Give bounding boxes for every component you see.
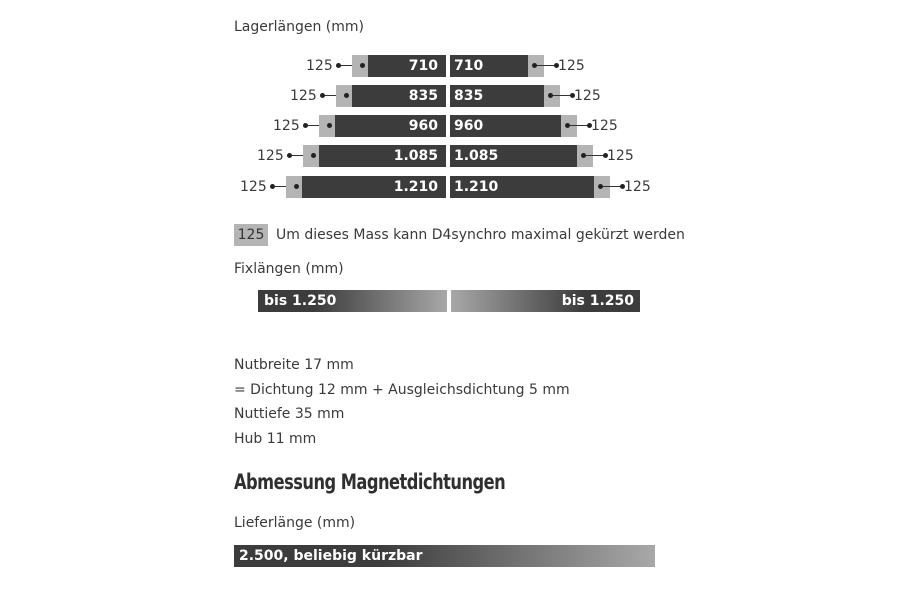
fixlaengen-title: Fixlängen (mm) (234, 261, 344, 277)
lieferlaenge-bar: 2.500, beliebig kürzbar (234, 545, 655, 567)
dimension-dot (287, 153, 292, 158)
dimension-dot (320, 93, 325, 98)
length-row (0, 115, 900, 137)
length-bar-left: 1.085 (319, 145, 446, 167)
dimension-dot (565, 123, 570, 128)
magnet-heading: Abmessung Magnetdichtungen (234, 470, 506, 494)
trim-label-right: 125 (624, 179, 651, 195)
length-bar-left: 960 (335, 115, 446, 137)
length-bar-right: 710 (450, 55, 528, 77)
dimension-dot (311, 153, 316, 158)
spec-hub: Hub 11 mm (234, 431, 317, 447)
spec-nutbreite: Nutbreite 17 mm (234, 357, 354, 373)
length-bar-right: 835 (450, 85, 544, 107)
length-bar-right: 960 (450, 115, 561, 137)
trim-label-left: 125 (273, 118, 300, 134)
trim-label-left: 125 (257, 148, 284, 164)
length-bar-right: 1.085 (450, 145, 577, 167)
length-bar-right: 1.210 (450, 176, 594, 198)
spec-nuttiefe: Nuttiefe 35 mm (234, 406, 345, 422)
dimension-dot (598, 184, 603, 189)
dimension-line (550, 95, 572, 96)
length-row (0, 176, 900, 198)
dimension-dot (294, 184, 299, 189)
dimension-line (534, 65, 556, 66)
fixlaenge-right-bar: bis 1.250 (451, 290, 640, 312)
fixlaenge-left-bar: bis 1.250 (258, 290, 447, 312)
dimension-dot (581, 153, 586, 158)
lieferlaenge-title: Lieferlänge (mm) (234, 515, 356, 531)
trim-label-right: 125 (558, 58, 585, 74)
trim-label-left: 125 (306, 58, 333, 74)
trim-label-left: 125 (240, 179, 267, 195)
dimension-line (583, 155, 605, 156)
lagerlaengen-title: Lagerlängen (mm) (234, 19, 364, 35)
length-bar-left: 1.210 (302, 176, 446, 198)
trim-label-right: 125 (574, 88, 601, 104)
dimension-dot (344, 93, 349, 98)
length-bar-left: 710 (368, 55, 446, 77)
trim-label-right: 125 (591, 118, 618, 134)
dimension-dot (327, 123, 332, 128)
length-row (0, 85, 900, 107)
dimension-dot (548, 93, 553, 98)
legend-swatch: 125 (234, 224, 268, 246)
legend-text: Um dieses Mass kann D4synchro maximal gekürzt werden (276, 227, 685, 243)
dimension-line (600, 186, 622, 187)
length-row (0, 145, 900, 167)
dimension-dot (360, 63, 365, 68)
dimension-dot (336, 63, 341, 68)
length-row (0, 55, 900, 77)
trim-label-right: 125 (607, 148, 634, 164)
dimension-dot (532, 63, 537, 68)
length-bar-left: 835 (352, 85, 446, 107)
dimension-dot (303, 123, 308, 128)
dimension-dot (270, 184, 275, 189)
dimension-line (567, 125, 589, 126)
spec-dichtung: = Dichtung 12 mm + Ausgleichsdichtung 5 mm (234, 382, 570, 398)
trim-label-left: 125 (290, 88, 317, 104)
